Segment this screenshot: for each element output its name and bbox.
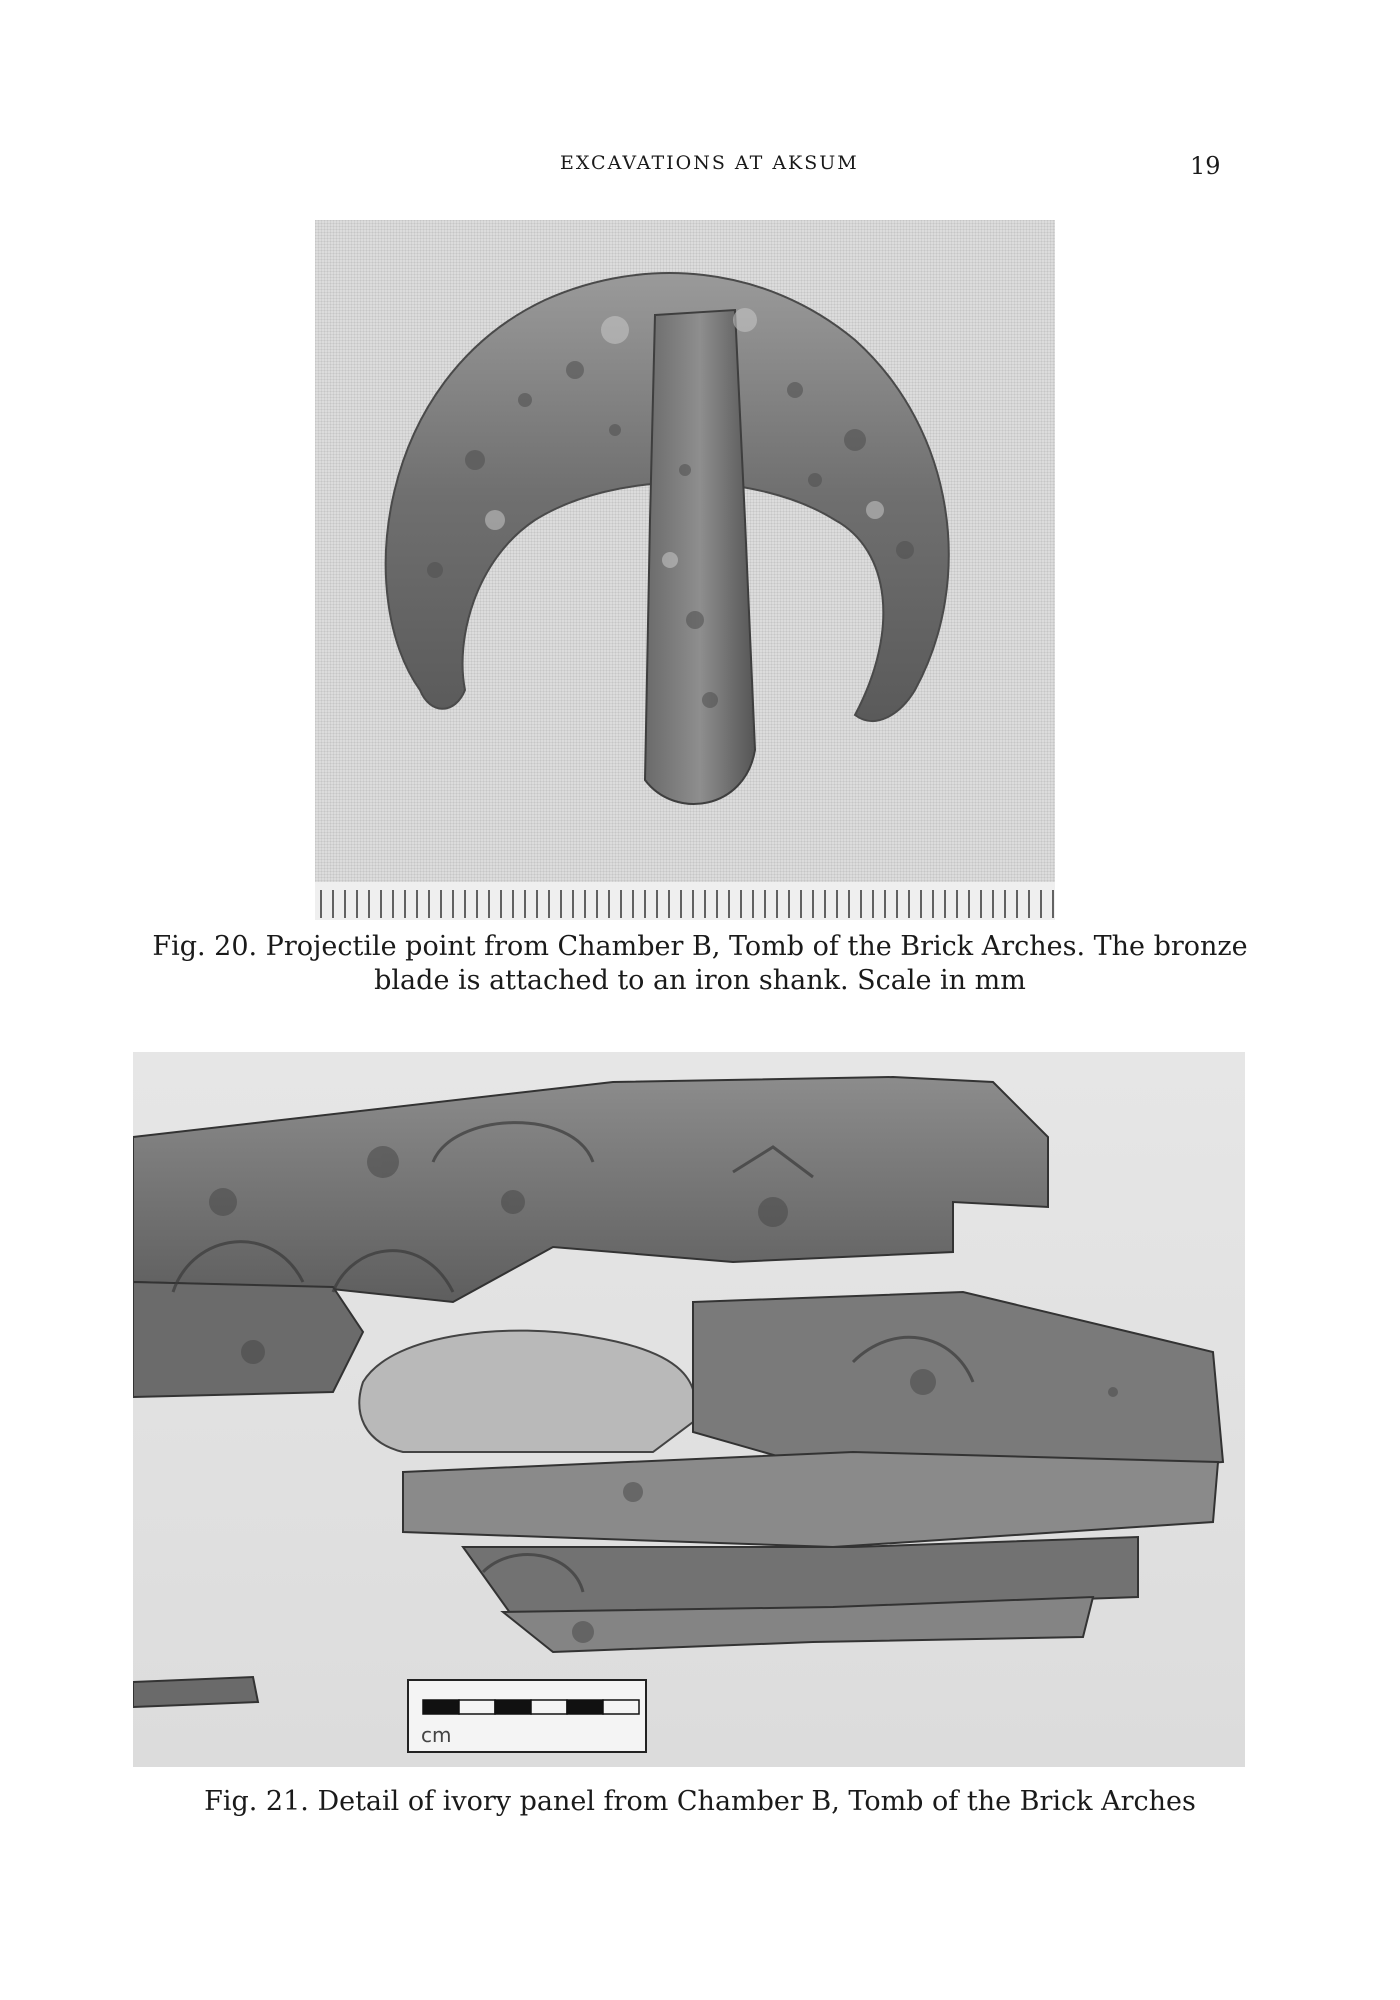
figure-21-caption: Fig. 21. Detail of ivory panel from Chamber B, Tomb of the Brick Arches xyxy=(204,1786,1196,1817)
running-head: EXCAVATIONS AT AKSUM xyxy=(560,152,859,174)
figure-21-photo xyxy=(133,1052,1245,1767)
ivory-panel-fragment xyxy=(359,1331,695,1452)
mm-scale-strip xyxy=(315,882,1055,920)
ivory-panel-top xyxy=(133,1077,1048,1302)
iron-shank xyxy=(645,310,755,804)
cm-scale-bar xyxy=(408,1680,646,1752)
page-number: 19 xyxy=(1190,152,1221,180)
cm-scale-label: cm xyxy=(421,1723,452,1747)
figure-20-photo xyxy=(315,220,1055,920)
figure-20-caption: Fig. 20. Projectile point from Chamber B, Tomb of the Brick Arches. The bronze blade is attached to an iron shank. Scale in mm xyxy=(152,931,1248,996)
